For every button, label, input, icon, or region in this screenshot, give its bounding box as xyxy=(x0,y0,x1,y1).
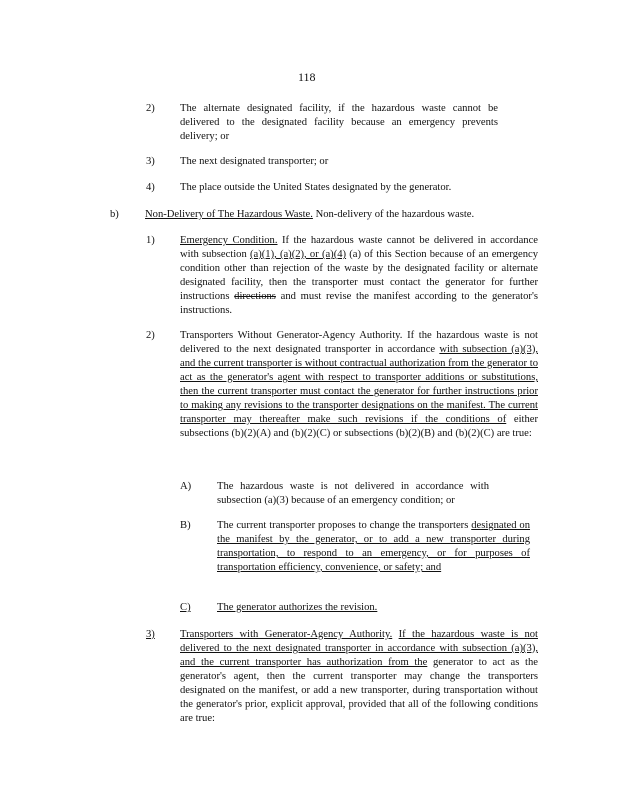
b1-text1: If the hazardous waste cannot be delivered in accordance with subsection xyxy=(180,235,538,260)
paragraph-b3 xyxy=(180,628,538,726)
section-heading-rest: Non-delivery of the hazardous waste. xyxy=(315,209,475,220)
b1-title: Emergency Condition. xyxy=(180,235,278,246)
page-number: 118 xyxy=(298,70,316,84)
paragraph-b1 xyxy=(180,234,538,318)
paragraph-a3: The next designated transporter; or xyxy=(180,156,329,167)
item-label: 3) xyxy=(146,156,155,167)
paragraph-b2a: The hazardous waste is not delivered in accordance with subsection (a)(3) because of an emergency condition; or xyxy=(217,481,489,506)
b1-struck-word: directions xyxy=(234,291,276,302)
b2c-underlined-text: The generator authorizes the revision. xyxy=(217,602,378,613)
subitem-label: B) xyxy=(180,520,191,531)
b3-underlined-text: If the hazardous waste is not delivered to the next designated transporter in accordance with subsection (a)(3), and the current transporter has authorization from the xyxy=(180,629,538,668)
b2b-underlined-text: designated on the manifest by the generator, or to add a new transporter during transportation, to respond to an emergency, or for purposes of transportation efficiency, convenience, or safety; and xyxy=(217,520,531,573)
section-heading xyxy=(145,208,525,222)
item-label: 3) xyxy=(146,629,155,640)
b1-ref: (a)(1), (a)(2), or (a)(4) xyxy=(249,249,347,260)
subitem-label: A) xyxy=(180,481,192,492)
paragraph-a4: The place outside the United States designated by the generator. xyxy=(180,182,452,193)
b3-title: Transporters with Generator-Agency Authority. xyxy=(180,629,393,640)
item-label: 2) xyxy=(146,103,155,114)
item-label: 4) xyxy=(146,182,155,193)
paragraph-a2: The alternate designated facility, if the hazardous waste cannot be delivered to the designated facility because an emergency prevents delivery; or xyxy=(180,103,498,142)
b1-text2: (a) of this Section because of an emergency condition other than rejection of the waste by the designated facility or alternate designated facility, then the transporter must contact the generator for further instructions xyxy=(180,249,539,302)
b1-text3: and must revise the manifest according to the generator's instructions. xyxy=(180,291,538,316)
b3-text2: generator to act as the generator's agent, then the current transporter may change the transporters designated on the manifest, or add a new transporter, during transportation without the generator's prior, explicit approval, provided that all of the following conditions are true: xyxy=(180,657,538,724)
item-label: 2) xyxy=(146,330,155,341)
paragraph-b2 xyxy=(180,329,538,441)
section-label: b) xyxy=(110,209,119,220)
paragraph-b2c xyxy=(217,601,517,615)
subitem-label: C) xyxy=(180,602,191,613)
item-label: 1) xyxy=(146,235,155,246)
b2-title: Transporters Without Generator-Agency Authority. xyxy=(180,330,403,341)
b2-text2: either subsections (b)(2)(A) and (b)(2)(C) or subsections (b)(2)(B) and (b)(2)(C) are true: xyxy=(180,414,538,439)
b2-text1: If the hazardous waste is not delivered to the next designated transporter in accordance xyxy=(180,330,538,355)
b2b-text: The current transporter proposes to change the transporters xyxy=(217,520,469,531)
b2-underlined-text: with subsection (a)(3), and the current transporter is without contractual authorization from the generator to act as the generator's agent with respect to transporter additions or substitutions, then the current transporter must contact the generator for further instructions prior to making any revisions to the transporter designations on the manifest. The current transporter may thereafter make such revisions if the conditions of xyxy=(180,344,538,425)
paragraph-b2b xyxy=(217,519,530,575)
section-heading-title: Non-Delivery of The Hazardous Waste. xyxy=(145,209,313,220)
